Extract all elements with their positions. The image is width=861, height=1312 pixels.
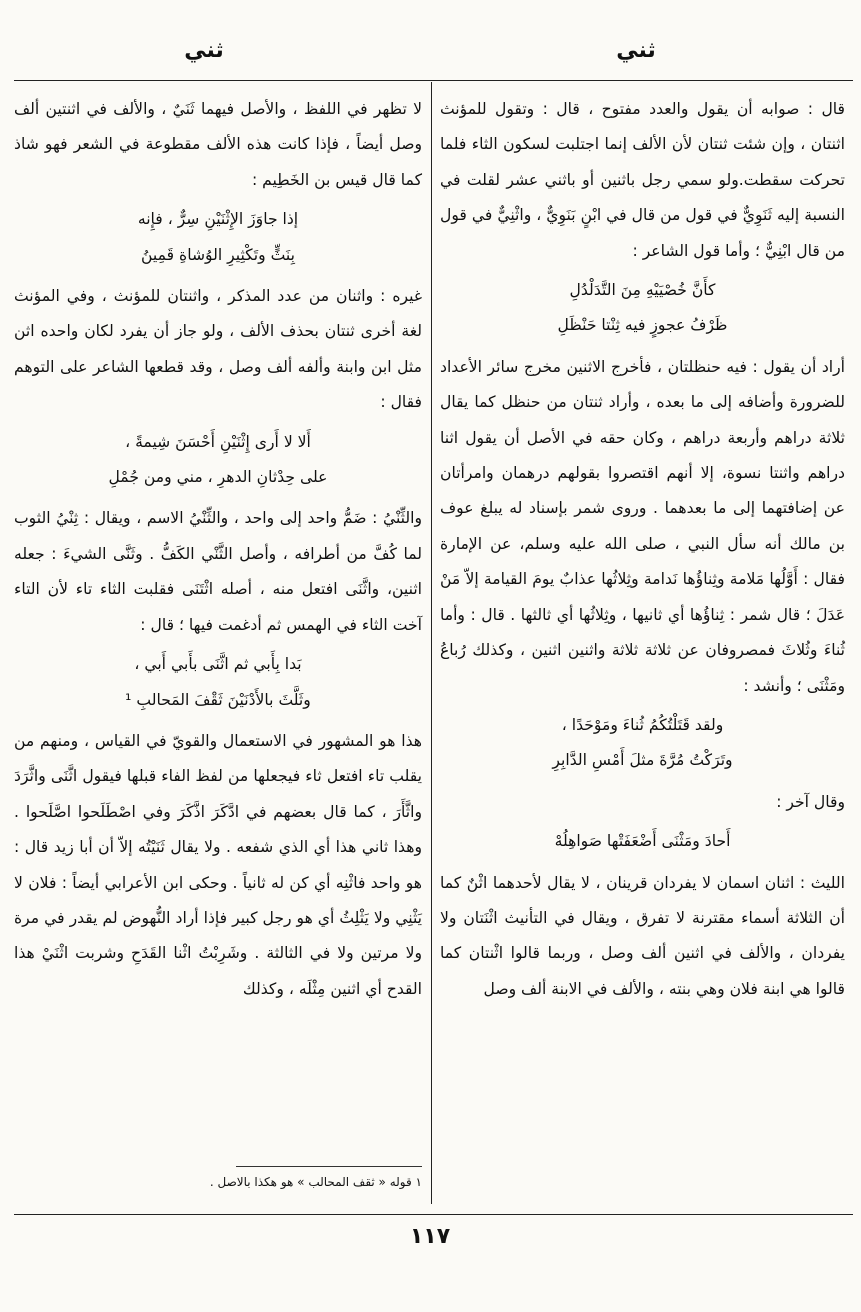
verse-line: أَلا لا أَرى إِثْنَيْنِ أَحْسَنَ شِيمةً ، — [125, 432, 311, 451]
running-header-right: ثني — [616, 38, 656, 63]
verse-line: وتَرَكْتُ مُرَّةَ مثلَ أَمْسِ الدَّابِرِ — [552, 751, 733, 770]
right-verse-2 — [440, 708, 845, 779]
running-header-left: ثني — [184, 38, 224, 63]
right-column — [440, 92, 845, 1007]
left-column — [14, 92, 422, 1007]
left-verse-2 — [14, 425, 422, 496]
left-verse-3 — [14, 647, 422, 718]
verse-line: بِنَثٍّ وتَكْثِيرِ الوُشاةِ قَمِينُ — [141, 245, 295, 264]
left-paragraph-2: غيره : واثنان من عدد المذكر ، واثنتان للمؤنث ، وفي المؤنث لغة أخرى ثنتان بحذف الألف ، ولو جاز أن يفرد لكان واحده اثن مثل ابن وابنة وألفه ألف وصل ، وقد قطعها الشاعر على التوهم فقال : — [14, 287, 422, 412]
footnote-rule — [236, 1166, 422, 1167]
left-paragraph-4: هذا هو المشهور في الاستعمال والقويّ في القياس ، ومنهم من يقلب تاء افتعل ثاء فيجعلها من لفظ الفاء قبلها فيقول اثَّنَى واثَّرَدَ واثَّأَرَ ، كما قال بعضهم في ادَّكَرَ اذَّكَرَ وفي اصْطَلَحوا اصَّلَحوا . وهذا ثاني هذا أي الذي شفعه . ولا يقال ثَنَيْتُه إلاّ أن أبا زيد قال : هو واحد فاثْنِه أي كن له ثانياً . وحكى ابن الأعرابي أيضاً : فلان لا يَثْنِي ولا يَثْلِثُ أي هو رجل كبير فإذا أراد النُّهوض لم يقدر في مرة ولا مرتين ولا في الثالثة . وشَرِبْتُ اثْنا القَدَحِ وشربت اثْنَيْ هذا القدح أي اثنين مِثْلَه ، وكذلك — [14, 731, 422, 998]
verse-line: إذا جاوَزَ الإِثْنَيْنِ سِرٌّ ، فإِنه — [137, 210, 299, 229]
verse-line: على حِدْثانِ الدهرِ ، مني ومن جُمْلِ — [108, 468, 328, 487]
column-divider — [431, 82, 432, 1204]
page-number: ١١٧ — [409, 1224, 451, 1249]
verse-line: أَحادَ ومَثْنَى أَضْعَفَتْها صَواهِلُهْ — [554, 832, 731, 851]
left-verse-1 — [14, 202, 422, 273]
right-verse-1 — [440, 273, 845, 344]
verse-line: ظَرْفُ عجوزٍ فيه ثِنْتا حَنْظَلِ — [557, 316, 728, 335]
header-rule — [14, 80, 853, 81]
left-paragraph-3: والثِّنْيُ : ضَمُّ واحد إلى واحد ، والثِّنْيُ الاسم ، ويقال : ثِنْيُ الثوب لما كُفَّ من أطرافه ، وأصل الثَّنْي الكَفُّ . وثَنَّى الشيءَ : جعله اثنين، واثَّنَى افتعل منه ، أصله اثْتَنَى فقلبت الثاء تاء لأن التاء آخت الثاء في الهمس ثم أدغمت فيها ؛ قال : — [14, 509, 422, 634]
verse-line: بَدا بِأَبي ثم اثَّنَى بأَبي أَبي ، — [134, 655, 302, 674]
right-paragraph-3: وقال آخر : — [776, 792, 845, 811]
footnote: ١ قوله « ثقف المحالب » هو هكذا بالاصل . — [209, 1175, 422, 1189]
verse-line: كأَنَّ خُصْيَيْهِ مِنَ التَّدَلْدُلِ — [569, 281, 716, 300]
left-paragraph-1: لا تظهر في اللفظ ، والأصل فيهما ثَنَيٌ ، والألف في اثنتين ألف وصل أيضاً ، فإذا كانت هذه الألف مقطوعة في الشعر فهو شاذ كما قال قيس بن الخَطِيم : — [14, 100, 422, 189]
verse-line: ولقد قَتَلْتُكُمُ ثُناءَ ومَوْحَدًا ، — [561, 715, 724, 734]
right-paragraph-2: أراد أن يقول : فيه حنظلتان ، فأخرج الاثنين مخرج سائر الأعداد للضرورة وأضافه إلى ما بعده ، وأراد ثنتان من حنظل كما يقال ثلاثة دراهم وأربعة دراهم ، وكان حقه في الأصل أن يقول اثنا دراهم واثنتا نسوة، إلا أنهم اقتصروا بقولهم درهمان وامرأتان عن إضافتهما إلى ما بعدهما . وروى شمر بإسناد له يبلغ عوف بن مالك أنه سأل النبي ، صلى الله عليه وسلم، عن الإمارة فقال : أَوَّلُها مَلامة وثِناؤُها نَدامة وثِلاثُها عذابٌ يومَ القيامة إلاّ مَنْ عَدَلَ ؛ قال شمر : ثِناؤُها أي ثانيها ، وثِلاثُها أي ثالثها . قال : وأما ثُناءَ وثُلاثَ فمصروفان عن ثلاثة ثلاثة واثنين اثنين ، وكذلك رُباعُ ومَثْنَى ؛ وأنشد : — [440, 357, 845, 695]
right-paragraph-1: قال : صوابه أن يقول والعدد مفتوح ، قال : وتقول للمؤنث اثنتان ، وإن شئت ثنتان لأن الألف إنما اجتلبت لسكون الثاء فلما تحركت سقطت.ولو سمي رجل باثنين أو باثني عشر لقلت في النسبة إليه ثَنَوِيٌّ في قول من قال في ابْنٍ بَنَوِيٌّ ، واثْنِيٌّ في قول من قال ابْنِيٌّ ؛ وأما قول الشاعر : — [440, 100, 845, 260]
right-paragraph-4: الليث : اثنان اسمان لا يفردان قرينان ، لا يقال لأحدهما اثْنٌ كما أن الثلاثة أسماء مقترنة لا تفرق ، ويقال في التأنيث اثْنَتان ولا يفردان ، والألف في اثنين ألف وصل ، وربما قالوا اثْنتان كما قالوا هي ابنة فلان وهي بنته ، والألف في الابنة ألف وصل — [440, 873, 845, 998]
verse-line: وثَلَّثَ بالأَدْنَيْنَ ثَقْفَ المَحالبِ ¹ — [125, 690, 311, 709]
footer-rule — [14, 1214, 853, 1215]
right-verse-3 — [440, 824, 845, 859]
